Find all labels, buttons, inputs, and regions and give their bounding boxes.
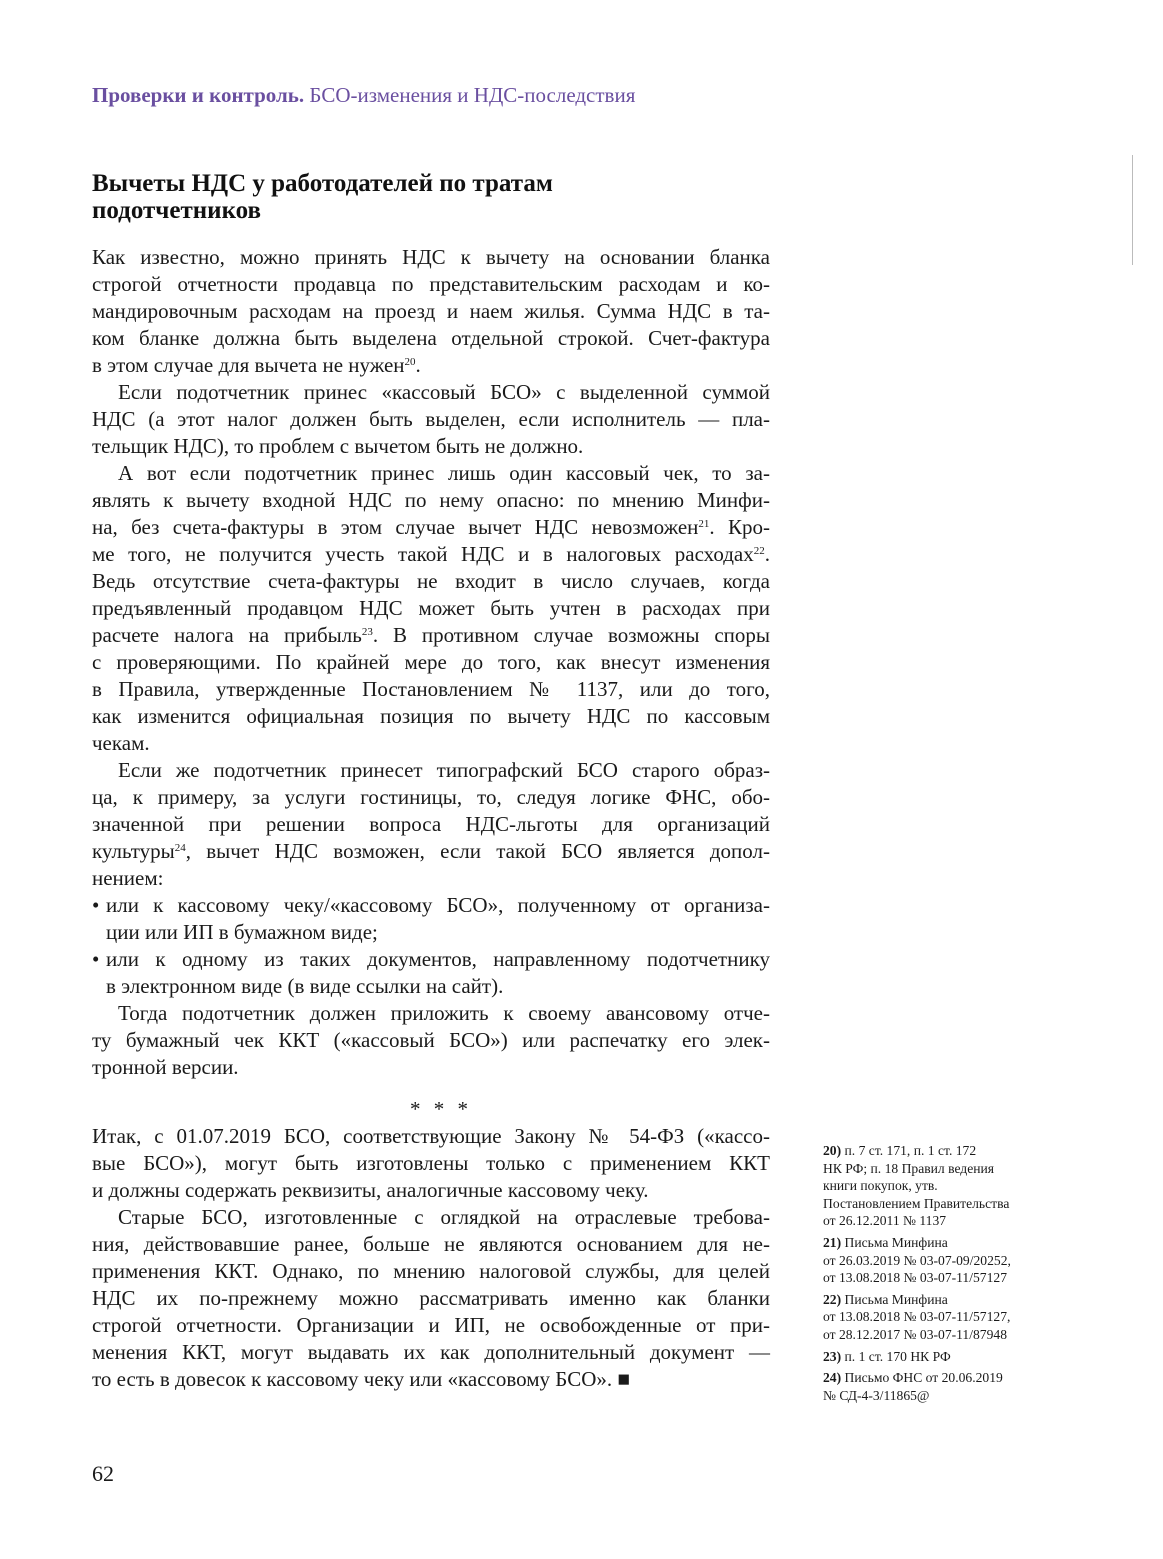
footnote-line: НК РФ; п. 18 Правил ведения	[823, 1160, 995, 1176]
text-line: Ведь отсутствие счета-фактуры не входит в число случаев, когда	[92, 569, 770, 593]
heading-line: подотчетников	[92, 197, 262, 224]
body-text-conclusion	[92, 1097, 770, 1393]
footnote-line: от 13.08.2018 № 03-07-11/57127,	[823, 1309, 1011, 1325]
paragraph	[92, 1204, 770, 1393]
text-line: • или к кассовому чеку/«кассовому БСО», полученному от организа-	[92, 893, 770, 917]
footnote-number: 21)	[823, 1234, 842, 1250]
footnote-line: 22) Письма Минфина	[823, 1291, 948, 1307]
footnote-ref: 23	[361, 626, 373, 638]
text-line: применения ККТ. Однако, по мнению налоговой службы, для целей	[92, 1259, 770, 1283]
bullet-item	[92, 892, 770, 946]
text-line: расчете налога на прибыль$^{23}$. В противном случае возможны споры	[92, 623, 770, 647]
text-line: как изменится официальная позиция по вычету НДС по кассовым	[92, 704, 770, 728]
text-line: и должны содержать реквизиты, аналогичные кассовому чеку.	[92, 1178, 649, 1202]
footnote-line: книги покупок, утв.	[823, 1178, 938, 1194]
footnote-line: 24) Письмо ФНС от 20.06.2019	[823, 1370, 1003, 1386]
footnote-number: 24)	[823, 1370, 842, 1386]
body-text-main	[92, 244, 770, 1081]
section-separator: * * *	[410, 1097, 472, 1121]
text-line: мандировочным расходам на проезд и наем жилья. Сумма НДС в та-	[92, 299, 770, 323]
footnote-line: 23) п. 1 ст. 170 НК РФ	[823, 1348, 951, 1364]
paragraph	[92, 379, 770, 460]
footnote	[823, 1142, 1063, 1230]
text-line: культуры$^{24}$, вычет НДС возможен, если такой БСО является допол-	[92, 839, 770, 863]
text-line: менения ККТ, могут выдавать их как дополнительный документ —	[92, 1340, 770, 1364]
text-line: НДС их по-прежнему можно рассматривать именно как бланки	[92, 1286, 770, 1310]
text-line: являть к вычету входной НДС по нему опасно: по мнению Минфи-	[92, 488, 770, 512]
text-line: Если подотчетник принес «кассовый БСО» с выделенной суммой	[118, 380, 770, 404]
footnote-ref: 21	[698, 518, 710, 530]
text-line: с проверяющими. По крайней мере до того, как внесут изменения	[92, 650, 770, 674]
footnote	[823, 1348, 1063, 1366]
footnote-line: от 28.12.2017 № 03-07-11/87948	[823, 1326, 1007, 1342]
text-line: ца, к примеру, за услуги гостиницы, то, следуя логике ФНС, обо-	[92, 785, 770, 809]
running-header	[92, 83, 635, 108]
text-line: в этом случае для вычета не нужен$^{20}$.	[92, 353, 421, 377]
text-line: ния, действовавшие ранее, больше не являются основанием для не-	[92, 1232, 770, 1256]
text-line: Тогда подотчетник должен приложить к своему авансовому отче-	[118, 1001, 770, 1025]
paragraph	[92, 244, 770, 379]
text-line: нением:	[92, 866, 164, 890]
text-line: чекам.	[92, 731, 150, 755]
text-line: Старые БСО, изготовленные с оглядкой на отраслевые требова-	[118, 1205, 770, 1229]
text-line: ту бумажный чек ККТ («кассовый БСО») или распечатку его элек-	[92, 1028, 770, 1052]
footnote	[823, 1369, 1063, 1404]
text-line: ме того, не получится учесть такой НДС и в налоговых расходах$^{22}$.	[92, 542, 770, 566]
heading-line: Вычеты НДС у работодателей по тратам	[92, 170, 553, 197]
bullet-icon: •	[92, 893, 100, 917]
text-line: тронной версии.	[92, 1055, 239, 1079]
paragraph	[92, 460, 770, 757]
text-line: • или к одному из таких документов, направленному подотчетнику	[92, 947, 770, 971]
footnote-number: 20)	[823, 1143, 842, 1158]
text-line: строгой отчетности продавца по представительским расходам и ко-	[92, 272, 770, 296]
text-line: предъявленный продавцом НДС может быть учтен в расходах при	[92, 596, 770, 620]
paragraph	[92, 1123, 770, 1204]
section-name: Проверки и контроль.	[92, 83, 305, 107]
footnote-line: № СД-4-3/11865@	[823, 1387, 930, 1403]
footnote-line: 20) п. 7 ст. 171, п. 1 ст. 172	[823, 1143, 977, 1158]
page-edge-mark	[1132, 155, 1133, 265]
text-line: в электронном виде (в виде ссылки на сайт).	[106, 974, 504, 998]
bullet-item	[92, 946, 770, 1000]
footnotes	[823, 1142, 1063, 1408]
bullet-icon: •	[92, 947, 100, 971]
footnote-ref: 20	[404, 356, 416, 368]
section-subtitle: БСО-изменения и НДС-последствия	[309, 83, 636, 107]
footnote-number: 23)	[823, 1348, 842, 1364]
footnote-line: от 26.12.2011 № 1137	[823, 1213, 947, 1229]
text-line: ции или ИП в бумажном виде;	[106, 920, 378, 944]
footnote	[823, 1291, 1063, 1344]
text-line: тельщик НДС), то проблем с вычетом быть не должно.	[92, 434, 584, 458]
footnote-line: 21) Письма Минфина	[823, 1234, 948, 1250]
footnote-line: от 26.03.2019 № 03-07-09/20252,	[823, 1252, 1011, 1268]
footnote-number: 22)	[823, 1291, 842, 1307]
footnote-line: Постановлением Правительства	[823, 1195, 1010, 1211]
text-line: вые БСО»), могут быть изготовлены только с применением ККТ	[92, 1151, 770, 1175]
text-line: А вот если подотчетник принес лишь один кассовый чек, то за-	[118, 461, 770, 485]
paragraph	[92, 757, 770, 892]
page-number: 62	[92, 1461, 114, 1486]
text-line: значенной при решении вопроса НДС-льготы для организаций	[92, 812, 770, 836]
text-line: то есть в довесок к кассовому чеку или «кассовому БСО». ■	[92, 1367, 631, 1391]
text-line: строгой отчетности. Организации и ИП, не освобожденные от при-	[92, 1313, 770, 1337]
text-line: Если же подотчетник принесет типографский БСО старого образ-	[118, 758, 770, 782]
text-line: на, без счета-фактуры в этом случае вычет НДС невозможен$^{21}$. Кро-	[92, 515, 770, 539]
text-line: в Правила, утвержденные Постановлением № 1137, или до того,	[92, 677, 770, 701]
text-line: ком бланке должна быть выделена отдельной строкой. Счет-фактура	[92, 326, 770, 350]
text-line: Итак, с 01.07.2019 БСО, соответствующие Закону № 54-ФЗ («кассо-	[92, 1124, 770, 1148]
paragraph	[92, 1000, 770, 1081]
footnote	[823, 1234, 1063, 1287]
footnote-ref: 22	[753, 545, 765, 557]
text-line: Как известно, можно принять НДС к вычету на основании бланка	[92, 245, 770, 269]
article-heading	[92, 170, 553, 224]
text-line: НДС (а этот налог должен быть выделен, если исполнитель — пла-	[92, 407, 770, 431]
footnote-line: от 13.08.2018 № 03-07-11/57127	[823, 1270, 1007, 1286]
footnote-ref: 24	[174, 842, 186, 854]
